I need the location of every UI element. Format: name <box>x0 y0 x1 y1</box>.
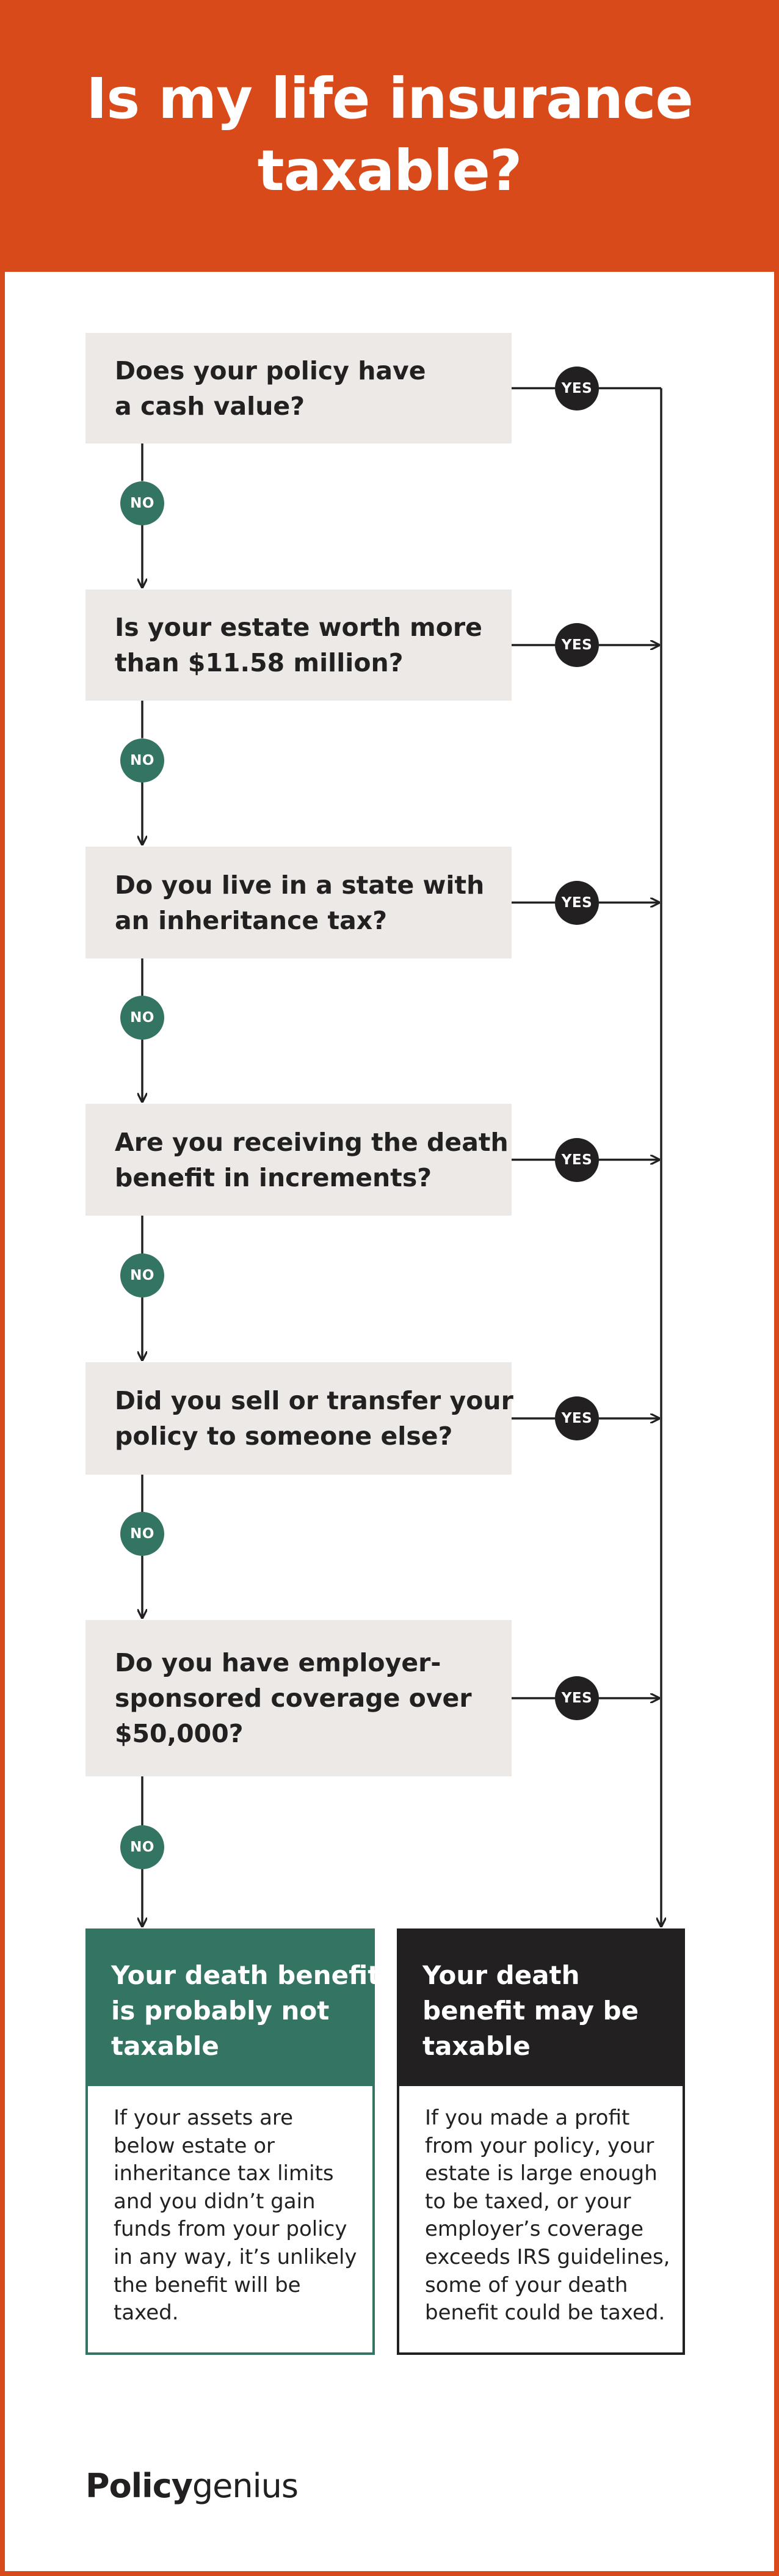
question-line: Did you sell or transfer your <box>115 1386 513 1415</box>
result-title-line: benefit may be <box>422 1996 639 2026</box>
result-body-line: If your assets are <box>114 2106 294 2130</box>
result-body-line: the benefit will be <box>114 2272 301 2297</box>
yes-badge: YES <box>555 1396 599 1440</box>
title-line: Is my life insurance <box>86 66 693 131</box>
result-body-line: and you didn’t gain <box>114 2189 316 2214</box>
result-title-line: taxable <box>422 2031 531 2061</box>
result-title-line: Your death <box>422 1960 580 1990</box>
title-line: taxable? <box>257 138 522 203</box>
result-body-line: benefit could be taxed. <box>425 2301 665 2326</box>
question-line: Is your estate worth more <box>115 613 482 642</box>
result-body-line: taxed. <box>114 2301 179 2326</box>
result-body-line: in any way, it’s unlikely <box>114 2244 357 2269</box>
question-line: an inheritance tax? <box>115 905 387 935</box>
question-box <box>85 1362 512 1475</box>
no-badge: NO <box>120 1512 164 1556</box>
no-badge: NO <box>120 739 164 783</box>
result-body-line: some of your death <box>425 2272 628 2297</box>
question-line: Does your policy have <box>115 356 426 385</box>
question-line: than $11.58 million? <box>115 648 404 677</box>
question-line: Do you have employer- <box>115 1648 441 1677</box>
no-badge: NO <box>120 1825 164 1869</box>
result-title-line: is probably not <box>111 1996 330 2026</box>
yes-badge: YES <box>555 1138 599 1182</box>
result-not-taxable <box>85 1928 380 2355</box>
result-not-taxable-title <box>85 1928 380 2086</box>
result-body-line: estate is large enough <box>425 2161 658 2186</box>
question-line: benefit in increments? <box>115 1162 432 1192</box>
question-line: Are you receiving the death <box>115 1127 509 1157</box>
yes-badge: YES <box>555 1676 599 1720</box>
question-box <box>85 333 512 443</box>
result-body-line: If you made a profit <box>425 2106 630 2130</box>
question-box <box>85 1104 512 1216</box>
policygenius-logo <box>85 2467 298 2505</box>
question-line: a cash value? <box>115 391 305 421</box>
question-line: Do you live in a state with <box>115 870 485 900</box>
result-taxable-body <box>399 2086 683 2327</box>
yes-badge: YES <box>555 367 599 410</box>
result-body-line: from your policy, your <box>425 2133 654 2158</box>
logo-regular: genius <box>192 2467 298 2505</box>
question-box <box>85 847 512 958</box>
result-taxable-title <box>397 1928 685 2086</box>
result-title-line: taxable <box>111 2031 219 2061</box>
no-badge: NO <box>120 996 164 1040</box>
no-badge: NO <box>120 481 164 525</box>
question-box <box>85 1620 512 1776</box>
result-body-line: funds from your policy <box>114 2217 347 2242</box>
yes-badge: YES <box>555 623 599 667</box>
result-body-line: to be taxed, or your <box>425 2189 631 2214</box>
result-not-taxable-body <box>88 2086 372 2327</box>
result-body-line: employer’s coverage <box>425 2217 644 2242</box>
question-line: sponsored coverage over <box>115 1684 472 1713</box>
result-title-line: Your death benefit <box>111 1960 380 1990</box>
result-taxable <box>397 1928 685 2355</box>
logo-bold: Policy <box>85 2467 192 2505</box>
yes-badge: YES <box>555 881 599 925</box>
question-line: $50,000? <box>115 1719 244 1748</box>
no-badge: NO <box>120 1253 164 1297</box>
result-body-line: below estate or <box>114 2133 275 2158</box>
question-box <box>85 589 512 701</box>
result-body-line: inheritance tax limits <box>114 2161 334 2186</box>
question-line: policy to someone else? <box>115 1421 453 1451</box>
result-body-line: exceeds IRS guidelines, <box>425 2244 670 2269</box>
